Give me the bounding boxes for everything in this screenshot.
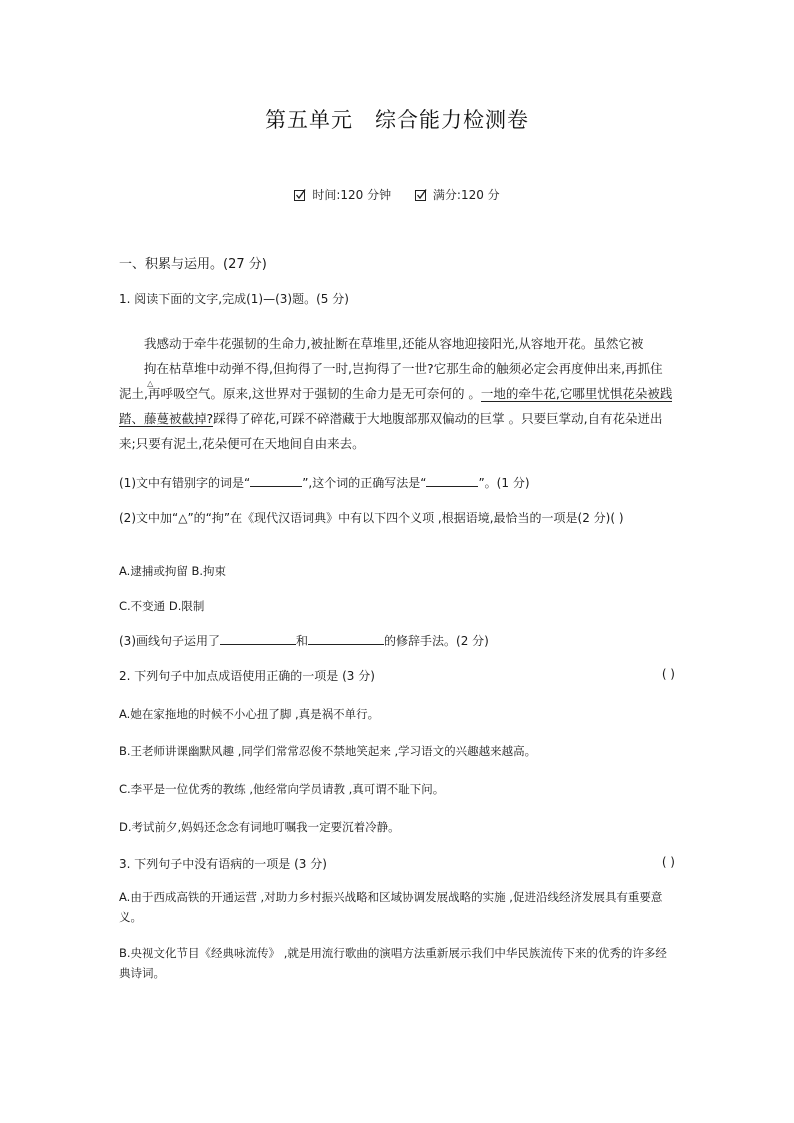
underlined-sentence: 一地的牵牛花,它哪里忧惧花朵被践踏、藤蔓被截掉? [119,386,673,426]
answer-blank[interactable] [250,474,302,487]
section-heading: 一、积累与运用。(27 分) [119,257,267,272]
answer-paren[interactable]: ( ) [661,855,675,869]
answer-paren[interactable]: ( ) [661,667,675,681]
question-1-sub2: (2)文中加“△”的“拘”在《现代汉语词典》中有以下四个义项 ,根据语境,最恰当的一项是(2 分)( ) [119,511,624,525]
options-ab: A.逮捕或拘留 B.拘束 [119,564,227,578]
question-2-option-c: C.李平是一位优秀的教练 ,他经常向学员请教 ,真可谓不耻下问。 [119,782,445,796]
exam-name: 综合能力检测卷 [375,108,529,132]
question-1-sub1: (1)文中有错别字的词是“ ”,这个词的正确写法是“ ”。(1 分) [119,476,530,490]
score-info: 满分:120 分 [415,186,500,203]
question-2-option-d: D.考试前夕,妈妈还念念有词地叮嘱我一定要沉着冷静。 [119,820,400,834]
options-cd: C.不变通 D.限制 [119,599,205,613]
question-2-option-b: B.王老师讲课幽默风趣 ,同学们常常忍俊不禁地笑起来 ,学习语文的兴趣越来越高。 [119,744,537,758]
triangle-mark-icon: △ [147,379,154,388]
page-title [0,104,794,134]
reading-passage: 我感动于牵牛花强韧的生命力,被扯断在草堆里,还能从容地迎接阳光,从容地开花。虽然它被拘 △ 在枯草堆中动弹不得,但拘得了一时,岂拘得了一世?它那生命的触须必定会再度伸出来,再抓住泥土,再呼吸空气。原来,这世界对于强韧的生命力是无可奈何的 。一地的牵牛花,它哪里忧惧花朵被践踏、藤蔓被截掉?踩得了碎花,可踩不碎潜藏于大地腹部那双偏动的巨掌 。只要巨掌动,自有花朵迸出来;只要有泥土,花朵便可在天地间自由来去。 [119,336,673,451]
question-1-sub3: (3)画线句子运用了 和 的修辞手法。(2 分) [119,634,489,648]
checkbox-icon [415,189,427,201]
dotted-character: 拘 △ [119,356,157,381]
unit-label: 第五单元 [265,108,353,132]
question-3-option-a: A.由于西成高铁的开通运营 ,对助力乡村振兴战略和区域协调发展战略的实施 ,促进沿线经济发展具有重要意义。 [119,890,663,924]
exam-meta [0,186,794,204]
answer-blank[interactable] [308,632,384,645]
time-info: 时间:120 分钟 [294,186,391,203]
question-2-stem: 2. 下列句子中加点成语使用正确的一项是 (3 分) ( ) [119,667,675,683]
checkbox-icon [294,189,306,201]
answer-blank[interactable] [426,474,478,487]
question-3-option-b: B.央视文化节目《经典咏流传》 ,就是用流行歌曲的演唱方法重新展示我们中华民族流传下来的优秀的许多经典诗词。 [119,946,667,980]
answer-blank[interactable] [220,632,296,645]
question-2-option-a: A.她在家拖地的时候不小心扭了脚 ,真是祸不单行。 [119,707,380,721]
question-1-stem: 1. 阅读下面的文字,完成(1)—(3)题。(5 分) [119,292,349,306]
question-3-stem: 3. 下列句子中没有语病的一项是 (3 分) ( ) [119,855,675,871]
